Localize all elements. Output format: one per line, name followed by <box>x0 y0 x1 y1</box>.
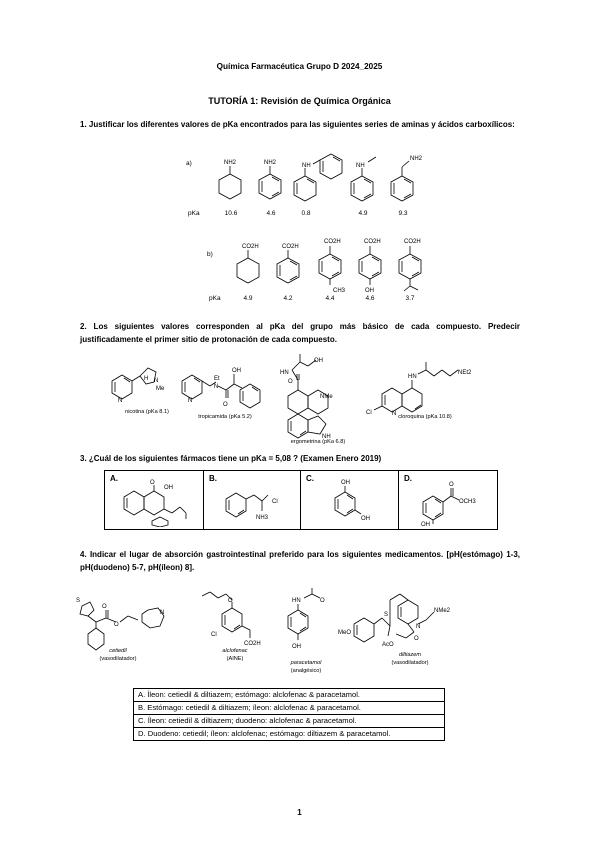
option-label: A. <box>110 474 118 483</box>
o-label: O <box>223 402 228 408</box>
nh2-label: NH2 <box>410 156 423 162</box>
co2h-label: CO2H <box>242 244 259 250</box>
option-b-cell[interactable] <box>204 471 301 529</box>
question-1-text: 1. Justificar los diferentes valores de pKa encontrados para las siguientes series de aminas y ácidos carboxílicos: <box>80 120 515 129</box>
cl-label: Cl <box>272 499 278 505</box>
drug-use-paracetamol: (analgésico) <box>290 668 322 674</box>
cl-label: Cl <box>366 410 372 416</box>
question-2-text: 2. Los siguientes valores corresponden al pKa del grupo más básico de cada compuesto. Predecir justificadamente el primer sitio de protonación de cada compuesto. <box>80 322 520 344</box>
oh-label: OH <box>164 485 173 491</box>
drug-use-alclofenac: (AINE) <box>226 656 244 662</box>
option-d-structure <box>417 478 495 526</box>
oh-label: OH <box>314 358 323 364</box>
n-label: N <box>392 411 397 417</box>
n-label: N <box>118 398 123 404</box>
answer-option-d[interactable]: D. Duodeno: cetiedil; íleon: alclofenac; estómago: diltiazem & paracetamol. <box>138 729 391 738</box>
co2h-label: CO2H <box>324 239 341 245</box>
series-a-label: a) <box>186 160 192 167</box>
series-b-label: b) <box>207 251 213 258</box>
n-label: N <box>214 384 219 390</box>
hn-label: HN <box>408 374 417 380</box>
oh-label: OH <box>421 522 430 526</box>
question-4-text: 4. Indicar el lugar de absorción gastrointestinal preferido para los siguientes medicamentos. [pH(estómago) 1-3, pH(duodeno) 5-7, pH(íleon) 8]. <box>80 550 520 572</box>
option-label: D. <box>404 474 412 483</box>
option-a-structure <box>120 477 200 527</box>
drug-name-paracetamol: paracetamol <box>290 660 322 666</box>
aco-label: AcO <box>382 642 394 648</box>
oh-label: OH <box>292 644 301 650</box>
co2h-label: CO2H <box>404 239 421 245</box>
nh-label: NH <box>356 163 365 169</box>
question-3-text: 3. ¿Cuál de los siguientes fármacos tiene un pKa = 5,08 ? (Examen Enero 2019) <box>80 454 382 463</box>
n-label: N <box>416 624 421 630</box>
option-c-structure <box>321 476 391 526</box>
meo-label: MeO <box>338 630 352 636</box>
page-number: 1 <box>297 808 302 817</box>
o-label: O <box>449 482 454 488</box>
acid-series-structures <box>228 230 438 296</box>
caption-cloroquina: cloroquina (pKa 10.8) <box>398 414 452 420</box>
pka-value: 4.2 <box>283 295 293 302</box>
cl-label: Cl <box>211 632 217 638</box>
drug-use-cetiedil: (vasodilatador) <box>99 656 137 662</box>
option-a-cell[interactable] <box>105 471 204 529</box>
n-label: N <box>160 610 165 616</box>
pka-label-b: pKa <box>209 295 221 302</box>
drug-name-diltiazem: diltiazem <box>398 652 422 658</box>
och3-label: OCH3 <box>459 499 476 505</box>
answer-option-c[interactable]: C. Íleon: cetiedil & diltiazem; duodeno: alclofenac & paracetamol. <box>134 715 444 728</box>
option-b-structure <box>222 479 297 527</box>
hn-label: HN <box>280 370 289 376</box>
o-label: O <box>114 622 119 628</box>
answer-option-a[interactable]: A. Íleon: cetiedil & diltiazem; estómago: alclofenac & paracetamol. <box>134 689 444 702</box>
nh2-label: NH2 <box>264 160 277 166</box>
pka-value: 0.8 <box>301 210 311 217</box>
pka-value: 9.3 <box>398 210 408 217</box>
pka-value: 4.9 <box>358 210 368 217</box>
o-label: O <box>228 598 233 604</box>
o-label: O <box>288 379 293 385</box>
nme-label: NMe <box>320 394 333 400</box>
h-label: H <box>144 376 149 382</box>
o-label: O <box>414 636 419 642</box>
caption-ergometrina: ergometrina (pKa 6.8) <box>290 439 346 445</box>
pka-value: 4.6 <box>266 210 276 217</box>
option-label: C. <box>306 474 314 483</box>
oh-label: OH <box>341 480 350 486</box>
s-label: S <box>384 612 389 618</box>
o-label: O <box>320 598 325 604</box>
document-header: Química Farmacéutica Grupo D 2024_2025 <box>216 62 383 71</box>
oh-label: OH <box>361 516 370 522</box>
nh3-label: NH3 <box>256 515 269 521</box>
caption-tropicamida: tropicamida (pKa 5.2) <box>198 414 252 420</box>
ch3-label: CH3 <box>333 288 346 294</box>
drug-name-cetiedil: cetiedil <box>109 648 127 654</box>
n-label: N <box>154 378 159 384</box>
pka-value: 4.4 <box>325 295 335 302</box>
q3-options-table <box>104 470 498 530</box>
co2h-label: CO2H <box>364 239 381 245</box>
nh2-label: NH2 <box>224 160 237 166</box>
hn-label: HN <box>292 598 301 604</box>
s-label: S <box>76 598 81 604</box>
net2-label: NEt2 <box>458 370 472 376</box>
option-c-cell[interactable] <box>301 471 399 529</box>
pka-value: 4.9 <box>243 295 253 302</box>
caption-nicotina: nicotina (pKa 8.1) <box>125 409 169 415</box>
co2h-label: CO2H <box>244 641 261 647</box>
co2h-label: CO2H <box>282 244 299 250</box>
answer-option-b[interactable]: B. Estómago: cetiedil & diltiazem; íleon: alclofenac & paracetamol. <box>134 702 444 715</box>
oh-label: OH <box>365 288 374 294</box>
option-d-cell[interactable] <box>399 471 497 529</box>
nh-label: NH <box>322 434 331 440</box>
oh-label: OH <box>232 368 241 374</box>
q4-answers-table <box>133 688 445 741</box>
n-label: N <box>188 398 193 404</box>
pka-value: 3.7 <box>405 295 415 302</box>
drug-structures-q2 <box>108 350 508 445</box>
drug-use-diltiazem: (vasodilatador) <box>391 660 429 666</box>
o-label: O <box>102 604 107 610</box>
et-label: Et <box>214 376 220 382</box>
option-label: B. <box>209 474 217 483</box>
pka-label-a: pKa <box>188 210 200 217</box>
page-title: TUTORÍA 1: Revisión de Química Orgánica <box>208 96 391 106</box>
pka-value: 10.6 <box>224 210 238 217</box>
o-label: O <box>150 480 155 486</box>
me-label: Me <box>156 386 165 392</box>
drug-name-alclofenac: alclofenac <box>222 648 248 654</box>
pka-value: 4.6 <box>365 295 375 302</box>
amine-series-structures <box>210 146 430 206</box>
cyclohexane-ring <box>219 174 241 199</box>
nme2-label: NMe2 <box>434 608 451 614</box>
nh-label: NH <box>302 163 311 169</box>
